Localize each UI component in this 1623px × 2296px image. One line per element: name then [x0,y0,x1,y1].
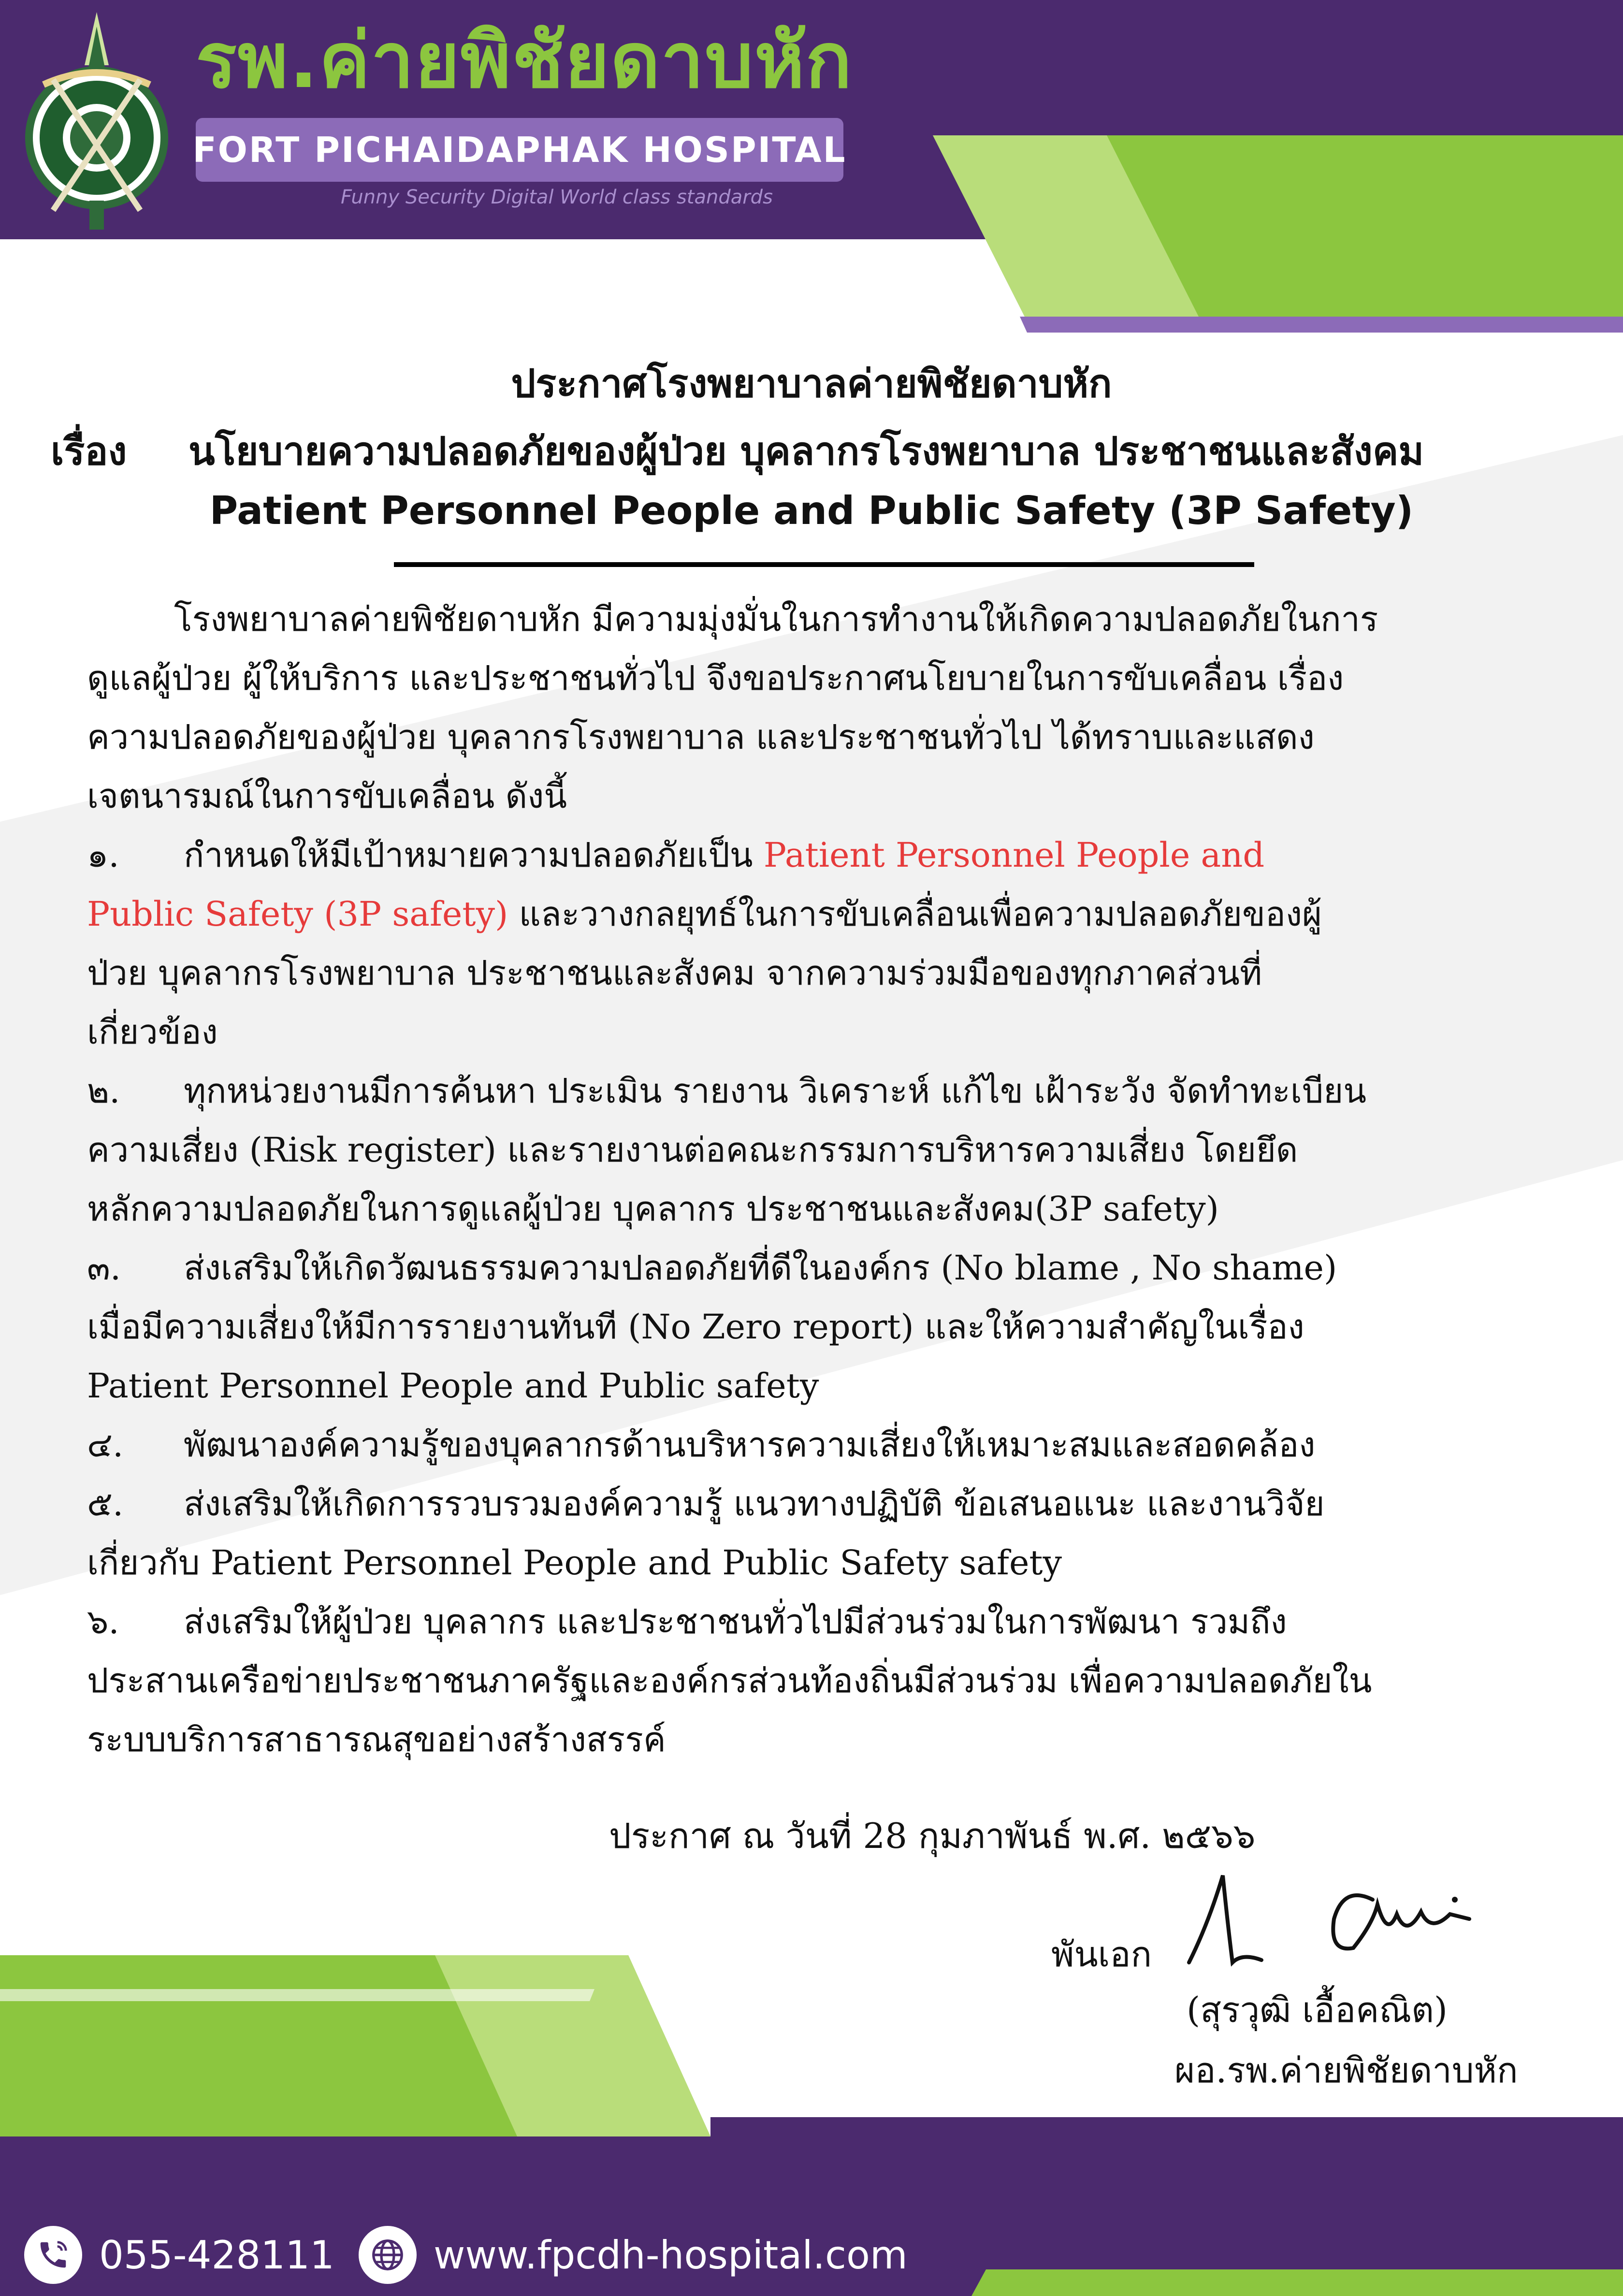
globe-icon [359,2226,417,2284]
policy-item-3-cont: เมื่อมีความเสี่ยงให้มีการรายงานทันที (No Zero report) และให้ความสำคัญในเรื่อง [87,1307,1304,1347]
hospital-emblem-logo [24,7,174,234]
hospital-tagline: Funny Security Digital World class standards [341,186,773,208]
title-divider [394,562,1254,567]
item-text: ทุกหน่วยงานมีการค้นหา ประเมิน รายงาน วิเคราะห์ แก้ไข เฝ้าระวัง จัดทำทะเบียน [184,1071,1367,1111]
item-number: ๓. [87,1248,121,1288]
subject-text: นโยบายความปลอดภัยของผู้ป่วย บุคลากรโรงพยาบาล ประชาชนและสังคม [188,429,1424,474]
item-number: ๒. [87,1071,120,1111]
policy-body [87,590,1537,1769]
policy-item-1-cont [87,885,1537,944]
policy-item-2-cont: หลักความปลอดภัยในการดูแลผู้ป่วย บุคลากร ประชาชนและสังคม(3P safety) [87,1189,1219,1229]
highlight-text: Patient Personnel People and [763,835,1265,875]
announcement-subject [51,421,1597,482]
footer-contact [24,2223,932,2286]
policy-item-1 [87,826,1537,885]
signer-name: (สุรวุฒิ เอื้อคณิต) [1187,1990,1448,2030]
item-text: และวางกลยุทธ์ในการขับเคลื่อนเพื่อความปลอดภัยของผู้ [508,894,1322,934]
intro-line: ดูแลผู้ป่วย ผู้ให้บริการ และประชาชนทั่วไป จึงขอประกาศนโยบายในการขับเคลื่อน เรื่อง [87,658,1344,698]
highlight-text: Public Safety (3P safety) [87,894,508,934]
phone-number[interactable]: 055-428111 [99,2232,334,2278]
item-number: ๕. [87,1484,124,1524]
hospital-name-english: FORT PICHAIDAPHAK HOSPITAL [192,130,847,170]
policy-item-1-cont: ป่วย บุคลากรโรงพยาบาล ประชาชนและสังคม จากความร่วมมือของทุกภาคส่วนที่ [87,953,1262,993]
policy-item-2-cont: ความเสี่ยง (Risk register) และรายงานต่อคณะกรรมการบริหารความเสี่ยง โดยยึด [87,1130,1298,1170]
handwritten-signature [1179,1866,1479,1977]
intro-line: เจตนารมณ์ในการขับเคลื่อน ดังนี้ [87,776,567,816]
announcement-subject-english: Patient Personnel People and Public Safety (3P Safety) [209,488,1414,533]
item-number: ๑. [87,835,119,875]
item-number: ๖. [87,1602,119,1642]
item-text: ส่งเสริมให้เกิดวัฒนธรรมความปลอดภัยที่ดีในองค์กร (No blame , No shame) [184,1248,1337,1288]
policy-item-3-cont: Patient Personnel People and Public safety [87,1366,819,1406]
policy-item-5-cont: เกี่ยวกับ Patient Personnel People and Public Safety safety [87,1543,1062,1583]
item-text: กำหนดให้มีเป้าหมายความปลอดภัยเป็น [184,835,764,875]
intro-line: โรงพยาบาลค่ายพิชัยดาบหัก มีความมุ่งมั่นในการทำงานให้เกิดความปลอดภัยในการ [174,599,1378,639]
policy-item-6-cont: ระบบบริการสาธารณสุขอย่างสร้างสรรค์ [87,1720,666,1759]
policy-item-6-cont: ประสานเครือข่ายประชาชนภาครัฐและองค์กรส่วนท้องถิ่นมีส่วนร่วม เพื่อความปลอดภัยใน [87,1661,1372,1700]
announcement-date: ประกาศ ณ วันที่ 28 กุมภาพันธ์ พ.ศ. ๒๕๖๖ [609,1816,1256,1856]
phone-icon [24,2226,82,2284]
item-text: ส่งเสริมให้เกิดการรวบรวมองค์ความรู้ แนวทางปฏิบัติ ข้อเสนอแนะ และงานวิจัย [184,1484,1325,1524]
hospital-name-thai: รพ.ค่ายพิชัยดาบหัก [196,16,853,105]
announcement-title: ประกาศโรงพยาบาลค่ายพิชัยดาบหัก [511,361,1112,406]
policy-item-1-cont: เกี่ยวข้อง [87,1012,218,1052]
signer-rank: พันเอก [1051,1934,1152,1975]
item-number: ๔. [87,1425,124,1465]
policy-item-6 [87,1592,1537,1651]
hospital-name-english-banner [192,118,847,182]
signer-position: ผอ.รพ.ค่ายพิชัยดาบหัก [1174,2050,1518,2091]
policy-item-5 [87,1474,1537,1533]
item-text: พัฒนาองค์ความรู้ของบุคลากรด้านบริหารความเสี่ยงให้เหมาะสมและสอดคล้อง [184,1425,1316,1465]
intro-line: ความปลอดภัยของผู้ป่วย บุคลากรโรงพยาบาล และประชาชนทั่วไป ได้ทราบและแสดง [87,717,1315,757]
website-link[interactable]: www.fpcdh-hospital.com [433,2232,908,2278]
policy-item-4 [87,1415,1537,1474]
policy-item-2 [87,1061,1537,1120]
subject-label: เรื่อง [51,429,127,474]
policy-item-3 [87,1238,1537,1297]
item-text: ส่งเสริมให้ผู้ป่วย บุคลากร และประชาชนทั่วไปมีส่วนร่วมในการพัฒนา รวมถึง [184,1602,1287,1642]
